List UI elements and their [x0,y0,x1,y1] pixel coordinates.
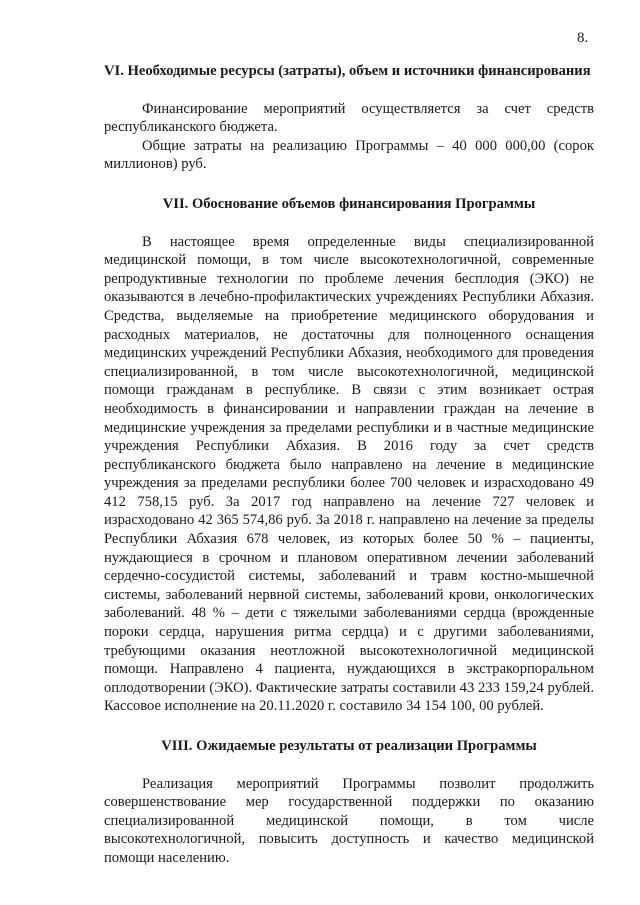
page-number: 8. [577,30,589,46]
section-7-paragraph-1: В настоящее время определенные виды специализированной медицинской помощи, в том числе высокотехнологичной, современные репродуктивные технологии по проблеме лечения бесплодия (ЭКО) не оказываются в лечебно-профилактических учреждениях Республики Абхазия. Средства, выделяемые на приобретение медицинского оборудования и расходных материалов, не достаточны для полноценного оснащения медицинских учреждений Республики Абхазия, необходимого для проведения специализированной, в том числе высокотехнологичной, медицинской помощи гражданам в республике. В связи с этим возникает острая необходимость в финансировании и направлении граждан на лечение в медицинские учреждения за пределами республики и в частные медицинские учреждения Республики Абхазия. В 2016 году за счет средств республиканского бюджета было направлено на лечение в медицинские учреждения за пределами республики более 700 человек и израсходовано 49 412 758,15 руб. За 2017 год направлено на лечение 727 человек и израсходовано 42 365 574,86 руб. За 2018 г. направлено на лечение за пределы Республики Абхазия 678 человек, из которых более 50 % – пациенты, нуждающиеся в срочном и плановом оперативном лечении заболеваний сердечно-сосудистой системы, заболеваний и травм костно-мышечной системы, заболеваний нервной системы, заболеваний крови, онкологических заболеваний. 48 % – дети с тяжелыми заболеваниями сердца (врожденные пороки сердца, нарушения ритма сердца) и с другими заболеваниями, требующими оказания неотложной высокотехнологичной медицинской помощи. Направлено 4 пациента, нуждающихся в экстракорпоральном оплодотворении (ЭКО). Фактические затраты составили 43 233 159,24 рублей. Кассовое исполнение на 20.11.2020 г. составило 34 154 100, 00 рублей. [104,233,594,715]
section-6-paragraph-2: Общие затраты на реализацию Программы – 40 000 000,00 (сорок миллионов) руб. [104,137,594,173]
section-8-heading: VIII. Ожидаемые результаты от реализации Программы [161,738,537,754]
section-6-heading: VI. Необходимые ресурсы (затраты), объем и источники финансирования [104,63,591,79]
document-body [104,62,594,868]
section-6-paragraph-1: Финансирование мероприятий осуществляется за счет средств республиканского бюджета. [104,100,594,136]
section-8-paragraph-1: Реализация мероприятий Программы позволит продолжить совершенствование мер государственной поддержки по оказанию специализированной медицинской помощи, в том числе высокотехнологичной, повысить доступность и качество медицинской помощи населению. [104,775,594,866]
section-7-heading: VII. Обоснование объемов финансирования Программы [162,195,536,212]
